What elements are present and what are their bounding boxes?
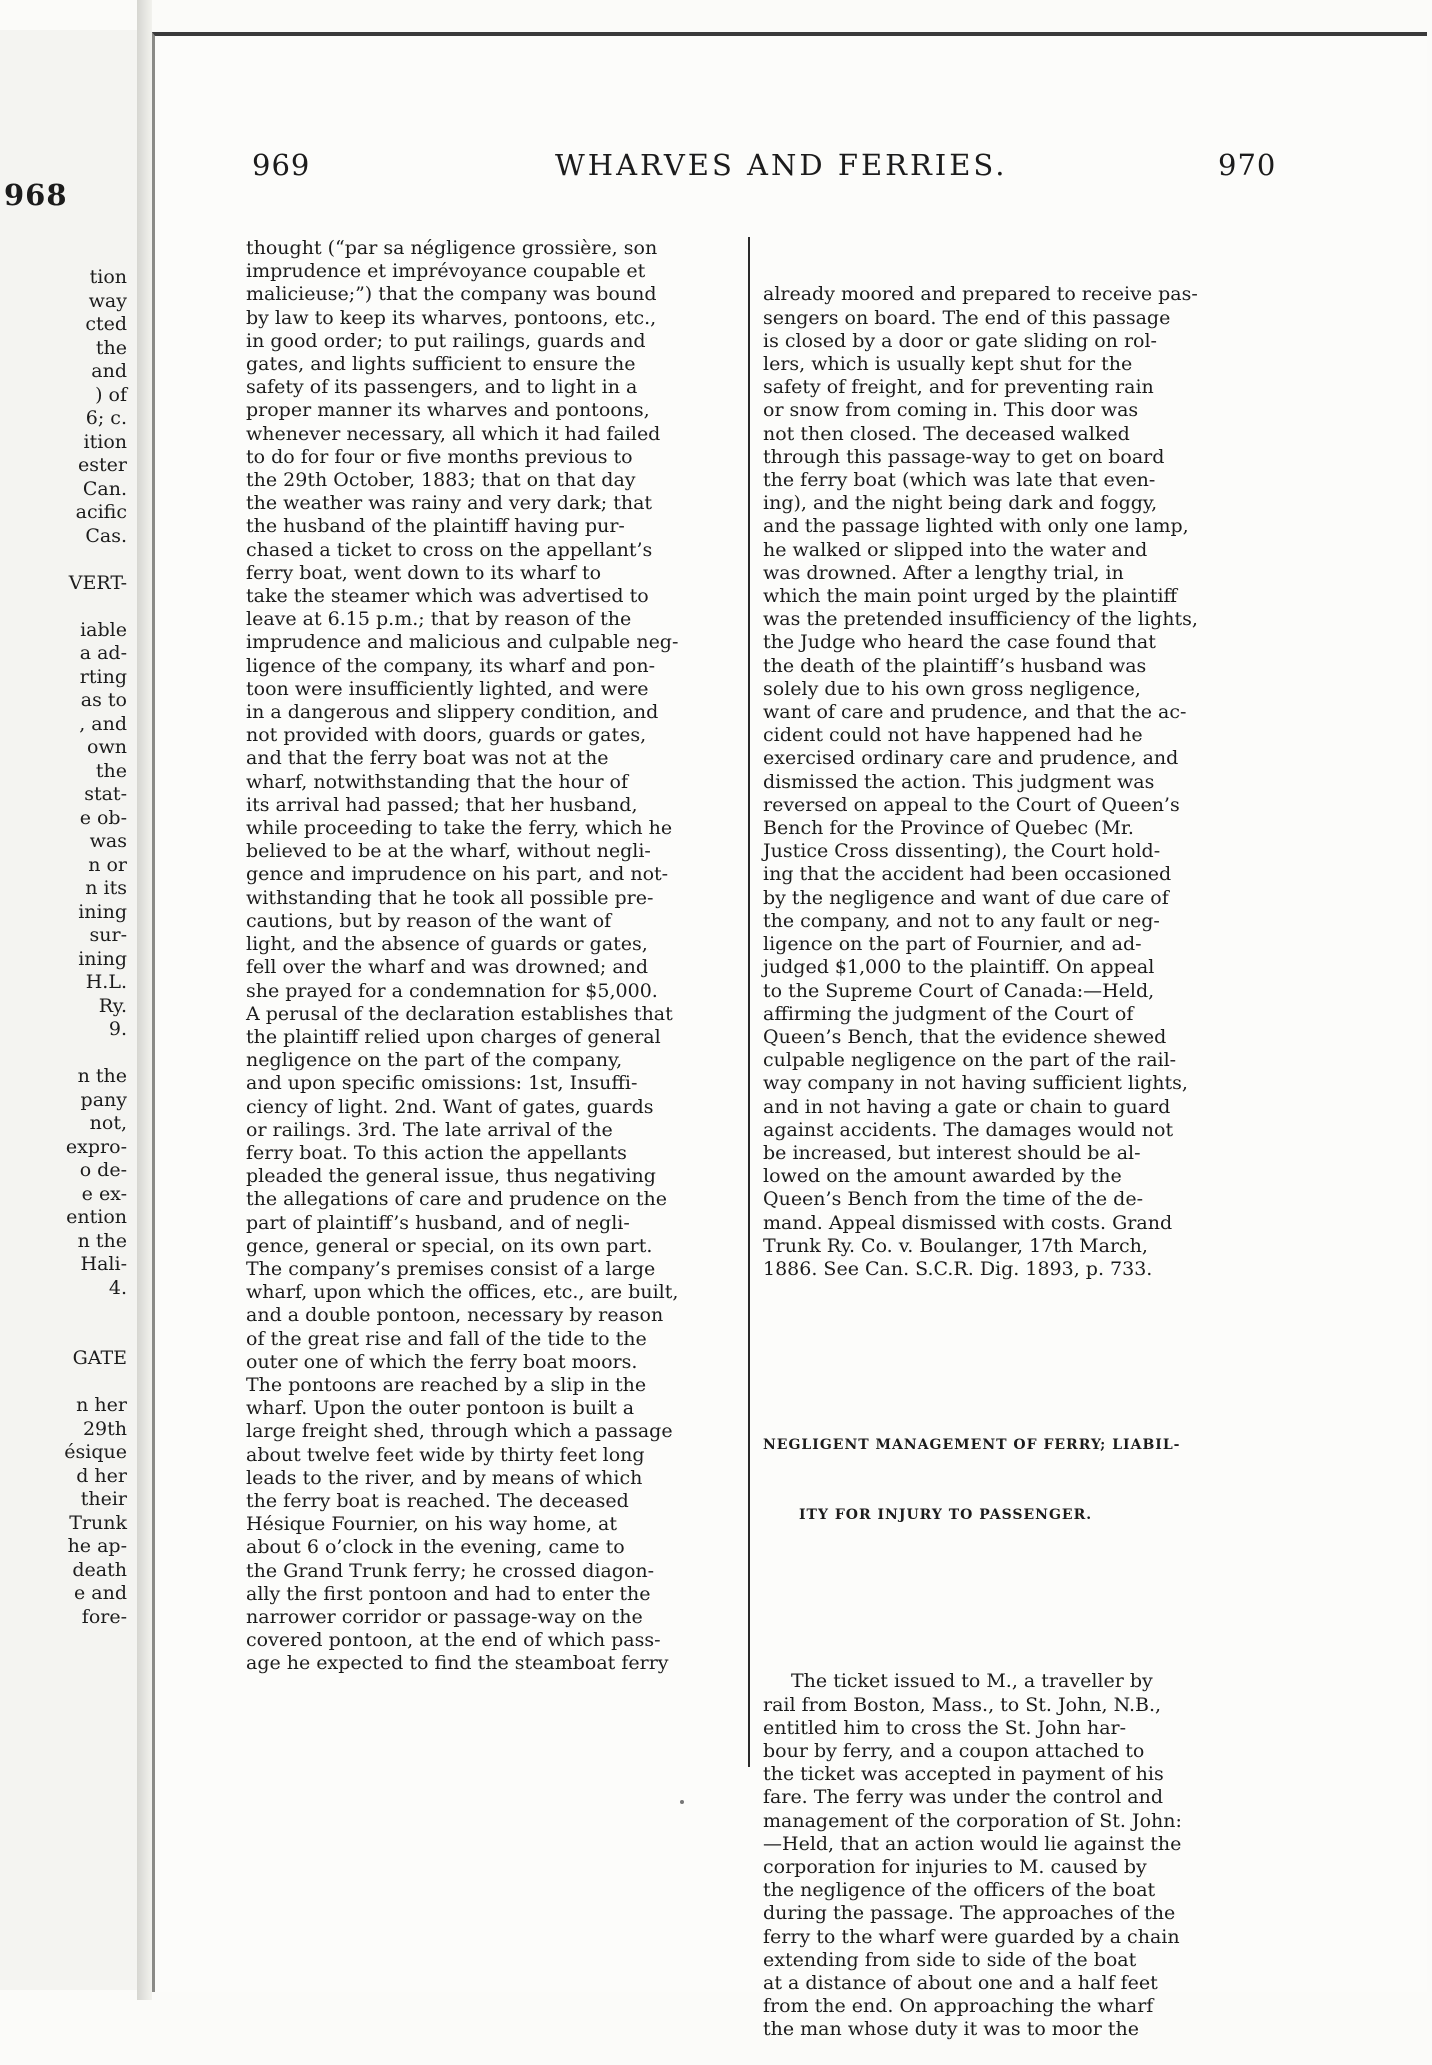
section-heading-line-2: ITY FOR INJURY TO PASSENGER. (799, 1506, 1093, 1523)
previous-page-text-fragments: tion way cted the and ) of 6; c. ition ester Can. acific Cas. VERT- iable a ad- rting as to , and own the stat- e ob- was n or n its ining sur- ining H.L. Ry. 9. n the pany not, expro- o de- e ex- ention n the Hali- 4. GATE n her 29th ésique d her their Trunk he ap- death e and fore- (64, 266, 127, 1628)
section-heading-line-1: NEGLIGENT MANAGEMENT OF FERRY; LIABIL- (763, 1437, 1181, 1454)
previous-page-edge (0, 30, 139, 1990)
section-heading (763, 1388, 1258, 1574)
book-gutter (137, 0, 152, 2000)
running-head: WHARVES AND FERRIES. (555, 148, 1008, 182)
right-column-text-top: already moored and prepared to receive pas- sengers on board. The end of this passage is closed by a door or gate sliding on rol- lers, which is usually kept shut for the safety of freight, and for preventing rain or snow from coming in. This door was not then closed. The deceased walked through this passage-way to get on board the ferry boat (which was late that even- ing), and the night being dark and foggy, and the passage lighted with only one lamp, he walked or slipped into the water and was drowned. After a lengthy trial, in which the main point urged by the plaintiff was the pretended insufficiency of the lights, the Judge who heard the case found that the death of the plaintiff’s husband was solely due to his own gross negligence, want of care and prudence, and that the ac- cident could not have happened had he exercised ordinary care and prudence, and dismissed the action. This judgment was reversed on appeal to the Court of Queen’s Bench for the Province of Quebec (Mr. Justice Cross dissenting), the Court hold- ing that the accident had been occasioned by the negligence and want of due care of the company, and not to any fault or neg- ligence on the part of Fournier, and ad- judged $1,000 to the plaintiff. On appeal to the Supreme Court of Canada:—Held, affirming the judgment of the Court of Queen’s Bench, that the evidence shewed culpable negligence on the part of the rail- way company in not having sufficient lights, and in not having a gate or chain to guard against accidents. The damages would not be increased, but interest should be al- lowed on the amount awarded by the Queen’s Bench from the time of the de- mand. Appeal dismissed with costs. Grand Trunk Ry. Co. v. Boulanger, 17th March, 1886. See Can. S.C.R. Dig. 1893, p. 733. (763, 283, 1198, 1280)
left-folio-number: 969 (252, 148, 311, 182)
paper-speck (680, 1800, 684, 1804)
previous-page-number: 968 (4, 178, 68, 212)
left-column-text: thought (“par sa négligence grossière, son imprudence et imprévoyance coupable et malicieuse;”) that the company was bound by law to keep its wharves, pontoons, etc., in good order; to put railings, guards and gates, and lights sufficient to ensure the safety of its passengers, and to light in a proper manner its wharves and pontoons, whenever necessary, all which it had failed to do for four or five months previous to the 29th October, 1883; that on that day the weather was rainy and very dark; that the husband of the plaintiff having pur- chased a ticket to cross on the appellant’s ferry boat, went down to its wharf to take the steamer which was advertised to leave at 6.15 p.m.; that by reason of the imprudence and malicious and culpable neg- ligence of the company, its wharf and pon- toon were insufficiently lighted, and were in a dangerous and slippery condition, and not provided with doors, guards or gates, and that the ferry boat was not at the wharf, notwithstanding that the hour of its arrival had passed; that her husband, while proceeding to take the ferry, which he believed to be at the wharf, without negli- gence and imprudence on his part, and not- withstanding that he took all possible pre- cautions, but by reason of the want of light, and the absence of guards or gates, fell over the wharf and was drowned; and she prayed for a condemnation for $5,000. A perusal of the declaration establishes that the plaintiff relied upon charges of general negligence on the part of the company, and upon specific omissions: 1st, Insuffi- ciency of light. 2nd. Want of gates, guards or railings. 3rd. The late arrival of the ferry boat. To this action the appellants pleaded the general issue, thus negativing the allegations of care and prudence on the part of plaintiff’s husband, and of negli- gence, general or special, on its own part. The company’s premises consist of a large wharf, upon which the offices, etc., are built, and a double pontoon, necessary by reason of the great rise and fall of the tide to the outer one of which the ferry boat moors. The pontoons are reached by a slip in the wharf. Upon the outer pontoon is built a large freight shed, through which a passage about twelve feet wide by thirty feet long leads to the river, and by means of which the ferry boat is reached. The deceased Hésique Fournier, on his way home, at about 6 o’clock in the evening, came to the Grand Trunk ferry; he crossed diagon- ally the first pontoon and had to enter the narrower corridor or passage-way on the covered pontoon, at the end of which pass- age he expected to find the steamboat ferry (246, 237, 679, 1675)
right-folio-number: 970 (1218, 148, 1277, 182)
section-spacer (763, 1328, 1258, 1342)
right-column-text-bottom: The ticket issued to M., a traveller by rail from Boston, Mass., to St. John, N.B., entitled him to cross the St. John har- bour by ferry, and a coupon attached to the ticket was accepted in payment of his fare. The ferry was under the control and management of the corporation of St. John: —Held, that an action would lie against the corporation for injuries to M. caused by the negligence of the officers of the boat during the passage. The approaches of the ferry to the wharf were guarded by a chain extending from side to side of the boat at a distance of about one and a half feet from the end. On approaching the wharf the man whose duty it was to moor the (763, 1670, 1182, 2041)
section-spacer-2 (763, 1620, 1258, 1624)
right-column (763, 237, 1258, 2065)
column-rule (748, 237, 750, 1767)
